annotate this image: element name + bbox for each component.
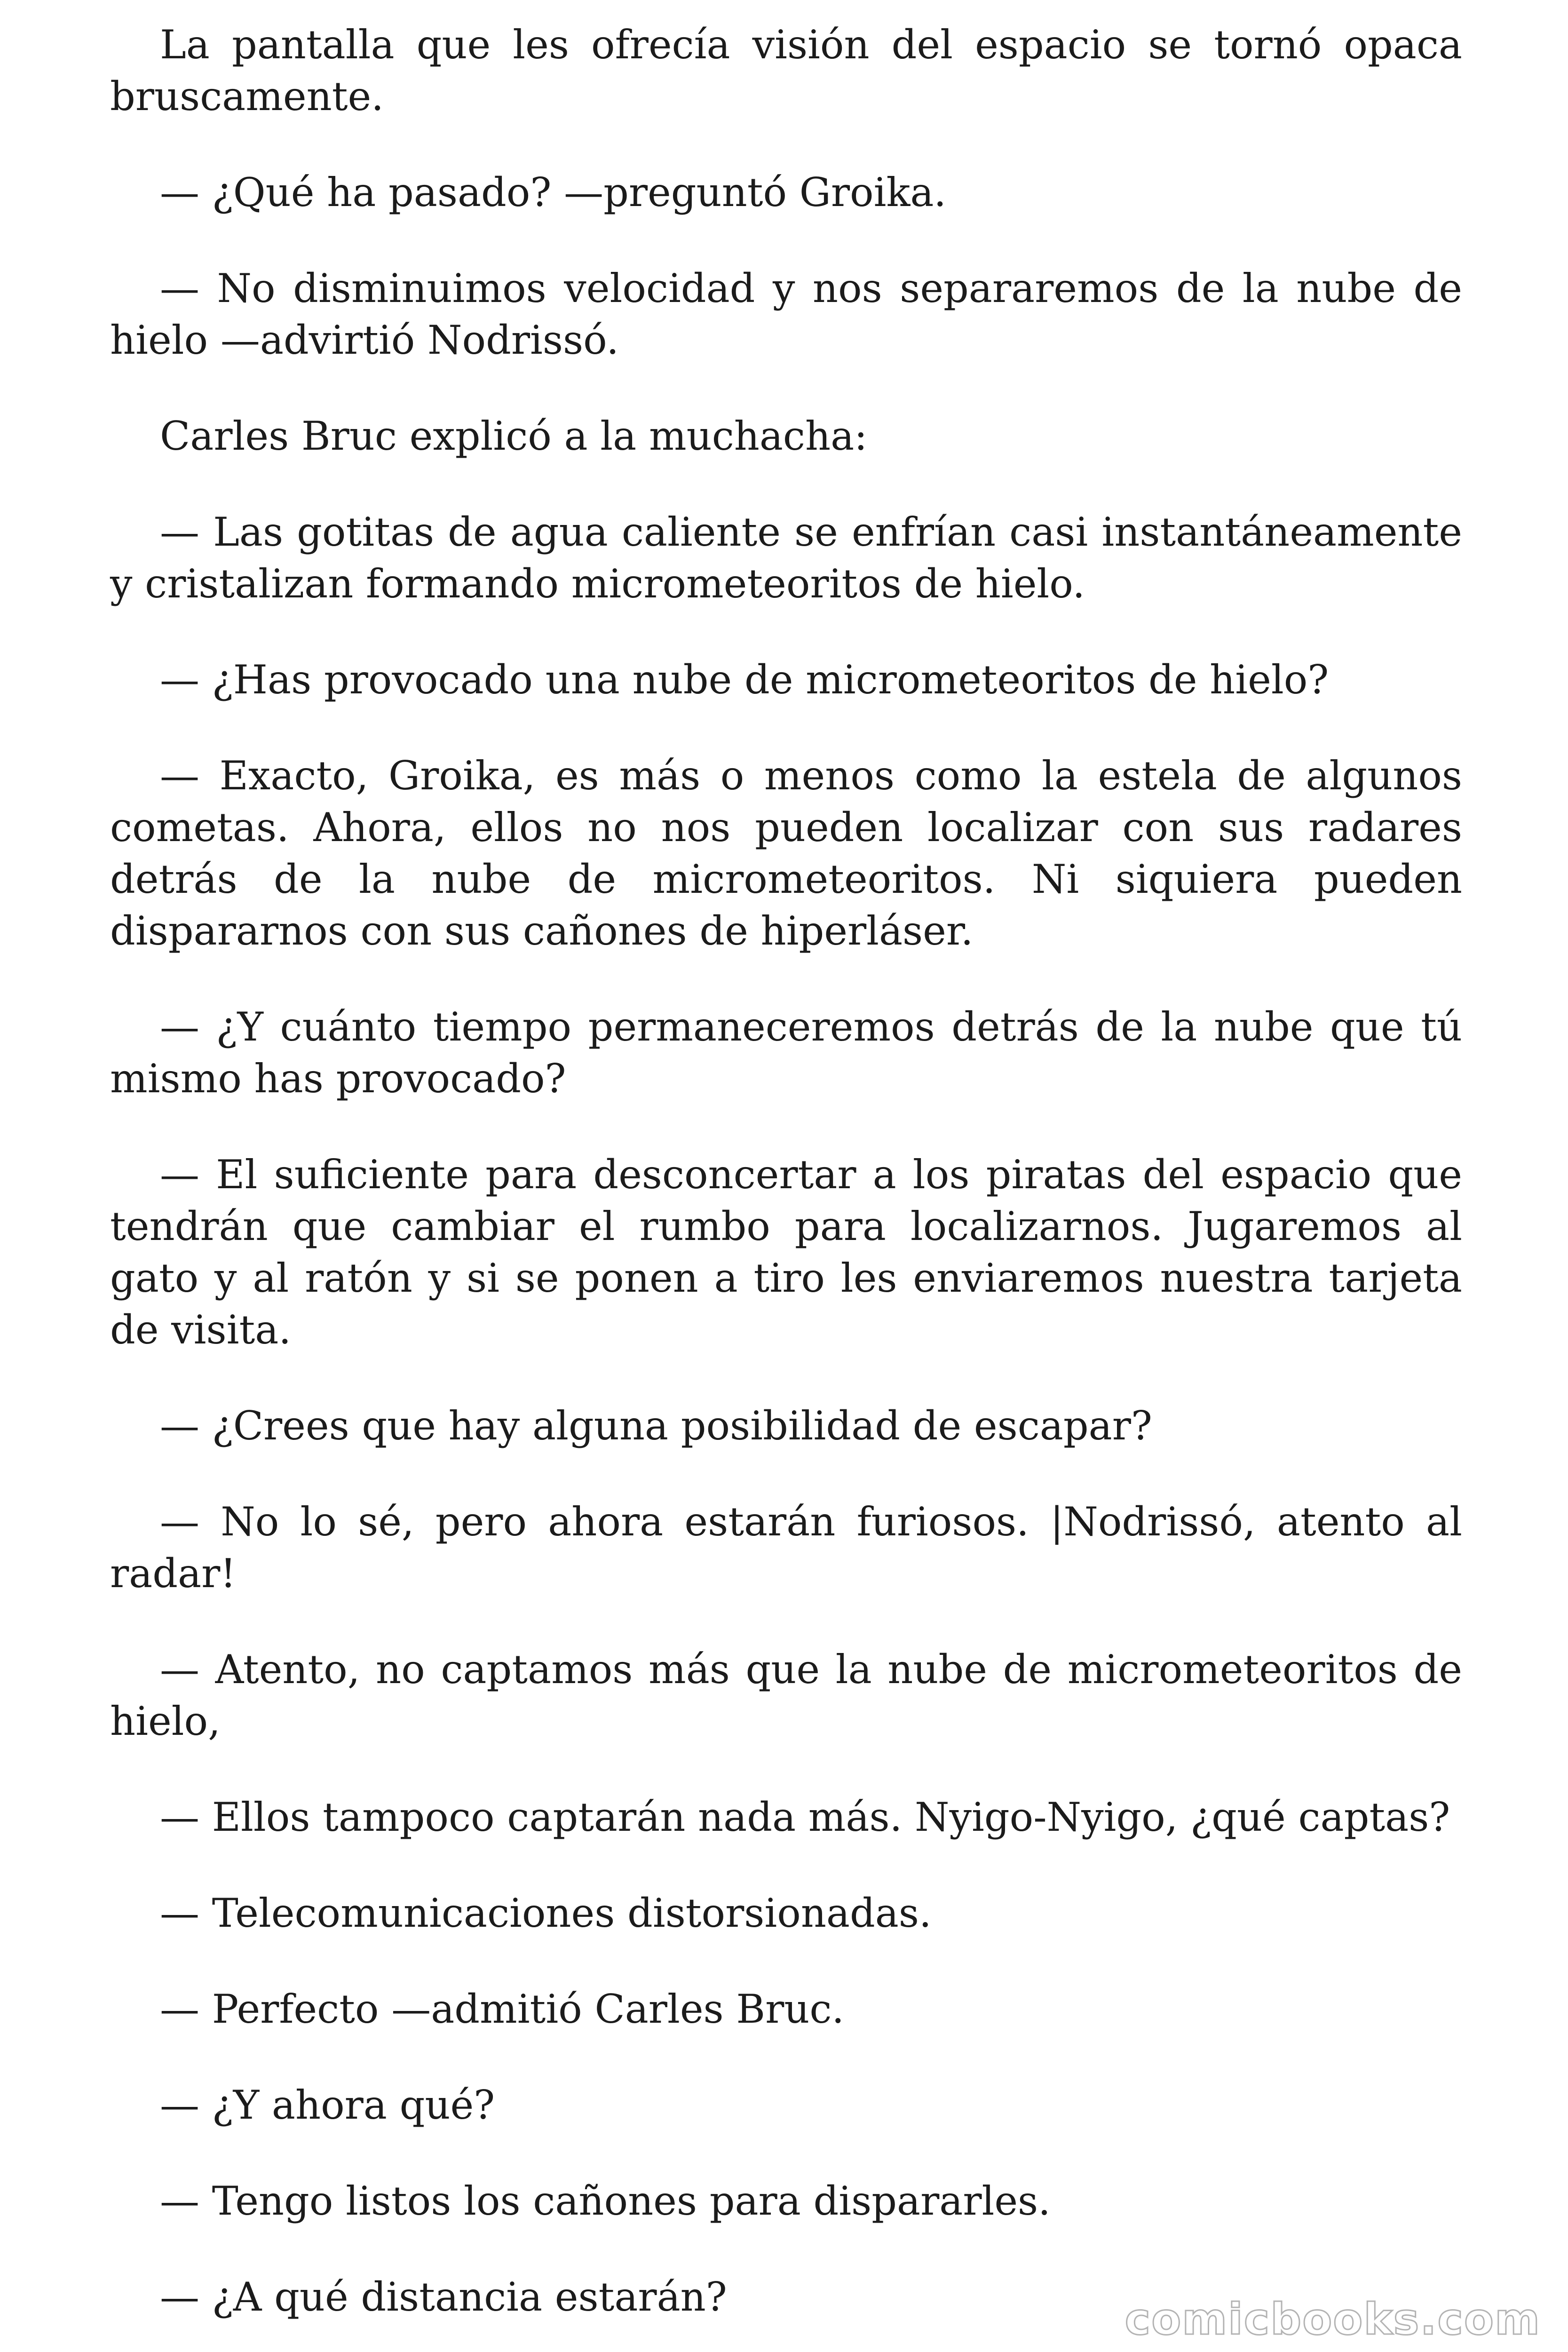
body-text: [110, 19, 1462, 2352]
paragraph-6: — ¿Has provocado una nube de micrometeoritos de hielo?: [160, 657, 1329, 703]
paragraph-18: — ¿A qué distancia estarán?: [160, 2274, 727, 2320]
paragraph-4: Carles Bruc explicó a la muchacha:: [160, 413, 868, 459]
paragraph-11: — No lo sé, pero ahora estarán furiosos. |Nodrissó, atento al radar!: [110, 1499, 1462, 1597]
paragraph-10: — ¿Crees que hay alguna posibilidad de escapar?: [160, 1403, 1152, 1449]
paragraph-9: — El suficiente para desconcertar a los piratas del espacio que tendrán que cambiar el rumbo para localizarnos. Jugaremos al gato y al ratón y si se ponen a tiro les enviaremos nuestra tarjeta de visita.: [110, 1152, 1462, 1353]
paragraph-15: — Perfecto —admitió Carles Bruc.: [160, 1986, 845, 2032]
paragraph-2: — ¿Qué ha pasado? —preguntó Groika.: [160, 169, 947, 215]
paragraph-7: — Exacto, Groika, es más o menos como la estela de algunos cometas. Ahora, ellos no nos pueden localizar con sus radares detrás de la nube de micrometeoritos. Ni siquiera pueden dispararnos con sus cañones de hiperláser.: [110, 753, 1462, 954]
paragraph-1: La pantalla que les ofrecía visión del espacio se tornó opaca bruscamente.: [110, 22, 1462, 119]
paragraph-13: — Ellos tampoco captarán nada más. Nyigo-Nyigo, ¿qué captas?: [160, 1794, 1450, 1840]
paragraph-16: — ¿Y ahora qué?: [160, 2082, 495, 2128]
paragraph-8: — ¿Y cuánto tiempo permaneceremos detrás de la nube que tú mismo has provocado?: [110, 1004, 1462, 1102]
paragraph-14: — Telecomunicaciones distorsionadas.: [160, 1890, 932, 1936]
paragraph-12: — Atento, no captamos más que la nube de micrometeoritos de hielo,: [110, 1646, 1462, 1744]
paragraph-5: — Las gotitas de agua caliente se enfrían casi instantáneamente y cristalizan formando micrometeoritos de hielo.: [110, 509, 1462, 607]
paragraph-17: — Tengo listos los cañones para dispararles.: [160, 2178, 1051, 2224]
watermark: comicbooks.com: [1125, 2294, 1541, 2344]
paragraph-3: — No disminuimos velocidad y nos separaremos de la nube de hielo —advirtió Nodrissó.: [110, 265, 1462, 363]
